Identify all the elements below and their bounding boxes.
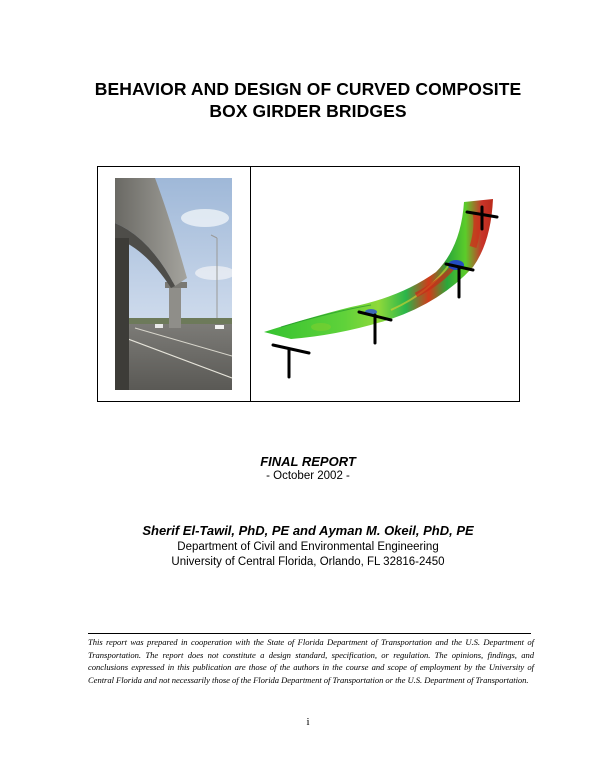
fea-model	[251, 167, 519, 401]
title-line-2: BOX GIRDER BRIDGES	[209, 101, 407, 121]
university: University of Central Florida, Orlando, FL 32816-2450	[171, 556, 445, 568]
authors: Sherif El-Tawil, PhD, PE and Ayman M. Okeil, PhD, PE	[142, 523, 474, 538]
bridge-photo	[115, 178, 232, 390]
page-number: i	[306, 716, 310, 728]
department: Department of Civil and Environmental Engineering	[177, 541, 439, 553]
affiliation	[0, 540, 600, 570]
footnote-rule	[88, 633, 531, 634]
bridge-photo-image	[115, 178, 232, 390]
fea-contour-plot	[251, 167, 519, 401]
cover-figure	[97, 166, 520, 402]
report-date: - October 2002 -	[266, 470, 350, 482]
disclaimer: This report was prepared in cooperation with the State of Florida Department of Transportation and the U.S. Department of Transportation. The report does not constitute a design standard, specification, or regulation. The opinions, findings, and conclusions expressed in this publication are those of the authors in the course and scope of employment by the University of Central Florida and not necessarily those of the Florida Department of Transportation or the U.S. Department of Transportation.	[88, 637, 534, 685]
report-title	[60, 78, 556, 122]
title-line-1: BEHAVIOR AND DESIGN OF CURVED COMPOSITE	[94, 79, 522, 99]
report-type: FINAL REPORT	[260, 454, 356, 469]
